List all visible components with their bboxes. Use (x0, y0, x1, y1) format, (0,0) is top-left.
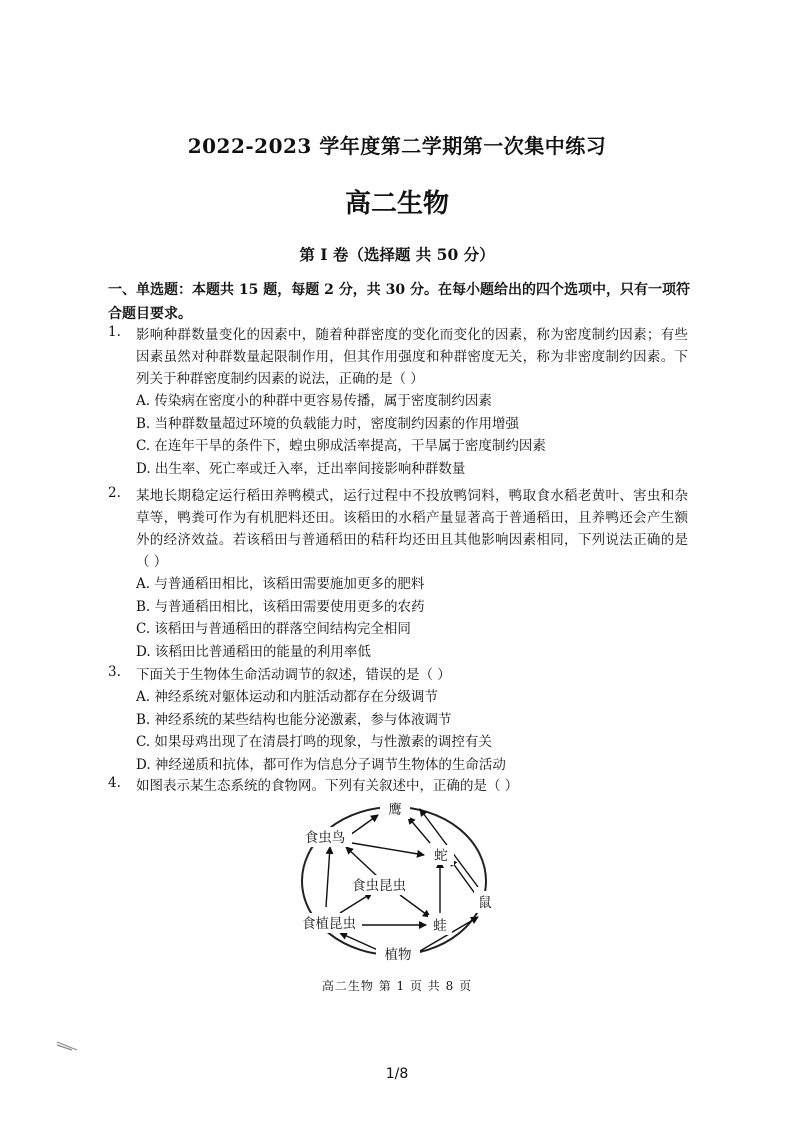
question-stem: 影响种群数量变化的因素中，随着种群密度的变化而变化的因素，称为密度制约因素；有些因素虽然对种群数量起限制作用，但其作用强度和种群密度无关，称为非密度制约因素。下列关于种群密度制约因素的说法，正确的是（ ） (136, 327, 688, 387)
question-number: 3. (108, 664, 121, 680)
option-c: C. 在连年干旱的条件下，蝗虫卵成活率提高，干旱属于密度制约因素 (136, 438, 546, 454)
arrow-insectbird-snake (352, 843, 424, 855)
node-insectivore-insect: 食虫昆虫 (352, 878, 406, 894)
section-instructions: 一、单选题：本题共 15 题，每题 2 分，共 30 分。在每小题给出的四个选项中，只有一项符合题目要求。 (108, 282, 690, 322)
question-number: 4. (108, 775, 121, 791)
arrow-herbivore-insectivore (340, 893, 372, 913)
question-stem: 某地长期稳定运行稻田养鸭模式，运行过程中不投放鸭饲料，鸭取食水稻老黄叶、害虫和杂草等，鸭粪可作为有机肥料还田。该稻田的水稻产量显著高于普通稻田，且养鸭还会产生额外的经济效益。若该稻田与普通稻田的秸秆均还田且其他影响因素相同，下列说法正确的是（ ） (136, 488, 688, 570)
option-d: D. 该稻田比普通稻田的能量的利用率低 (136, 643, 371, 660)
page-number: 1/8 (385, 1066, 409, 1082)
option-c: C. 该稻田与普通稻田的群落空间结构完全相同 (136, 621, 411, 637)
question-3 (108, 664, 688, 776)
question-stem: 下面关于生物体生命活动调节的叙述，错误的是（ ） (136, 667, 451, 683)
option-d: D. 出生率、死亡率或迁入率，迁出率间接影响种群数量 (136, 460, 466, 477)
subject-title: 高二生物 (344, 189, 449, 219)
exam-title: 2022-2023 学年度第二学期第一次集中练习 (187, 134, 607, 158)
arrow-snake-hawk (408, 817, 430, 843)
option-b: B. 与普通稻田相比，该稻田需要使用更多的农药 (136, 598, 425, 615)
node-hawk: 鹰 (388, 802, 402, 818)
option-c: C. 如果母鸡出现了在清晨打鸣的现象，与性激素的调控有关 (136, 734, 492, 750)
question-2 (108, 485, 688, 663)
question-4 (108, 775, 688, 797)
question-number: 2. (108, 485, 121, 501)
question-1 (108, 324, 688, 480)
node-mouse: 鼠 (478, 895, 492, 911)
arrow-insectbird-hawk (350, 815, 378, 835)
option-a: A. 神经系统对躯体运动和内脏活动都存在分级调节 (136, 689, 438, 705)
option-a: A. 与普通稻田相比，该稻田需要施加更多的肥料 (136, 576, 425, 592)
option-b: B. 当种群数量超过环境的负载能力时，密度制约因素的作用增强 (136, 415, 520, 432)
node-snake: 蛇 (434, 848, 448, 864)
part-heading: 第 I 卷（选择题 共 50 分） (299, 245, 495, 264)
node-plant: 植物 (384, 947, 412, 963)
arrow-herbivore-insectbird (326, 847, 330, 907)
node-frog: 蛙 (433, 918, 447, 934)
question-stem: 如图表示某生态系统的食物网。下列有关叙述中，正确的是（ ） (136, 778, 519, 794)
node-insect-bird: 食虫鸟 (304, 830, 346, 846)
scan-mark (56, 1040, 78, 1052)
option-d: D. 神经递质和抗体，都可作为信息分子调节生物体的生命活动 (136, 756, 506, 773)
food-web-diagram (0, 795, 794, 975)
option-a: A. 传染病在密度小的种群中更容易传播，属于密度制约因素 (136, 393, 492, 409)
page-footer: 高二生物 第 1 页 共 8 页 (321, 979, 473, 993)
option-b: B. 神经系统的某些结构也能分泌激素，参与体液调节 (136, 711, 452, 728)
arrow-plant-herbivore (340, 933, 380, 951)
arrow-insectivore-insectbird (346, 847, 378, 877)
node-herbivore-insect: 食植昆虫 (302, 916, 356, 932)
arrow-insectivore-frog (400, 895, 430, 917)
question-number: 1. (108, 324, 121, 340)
